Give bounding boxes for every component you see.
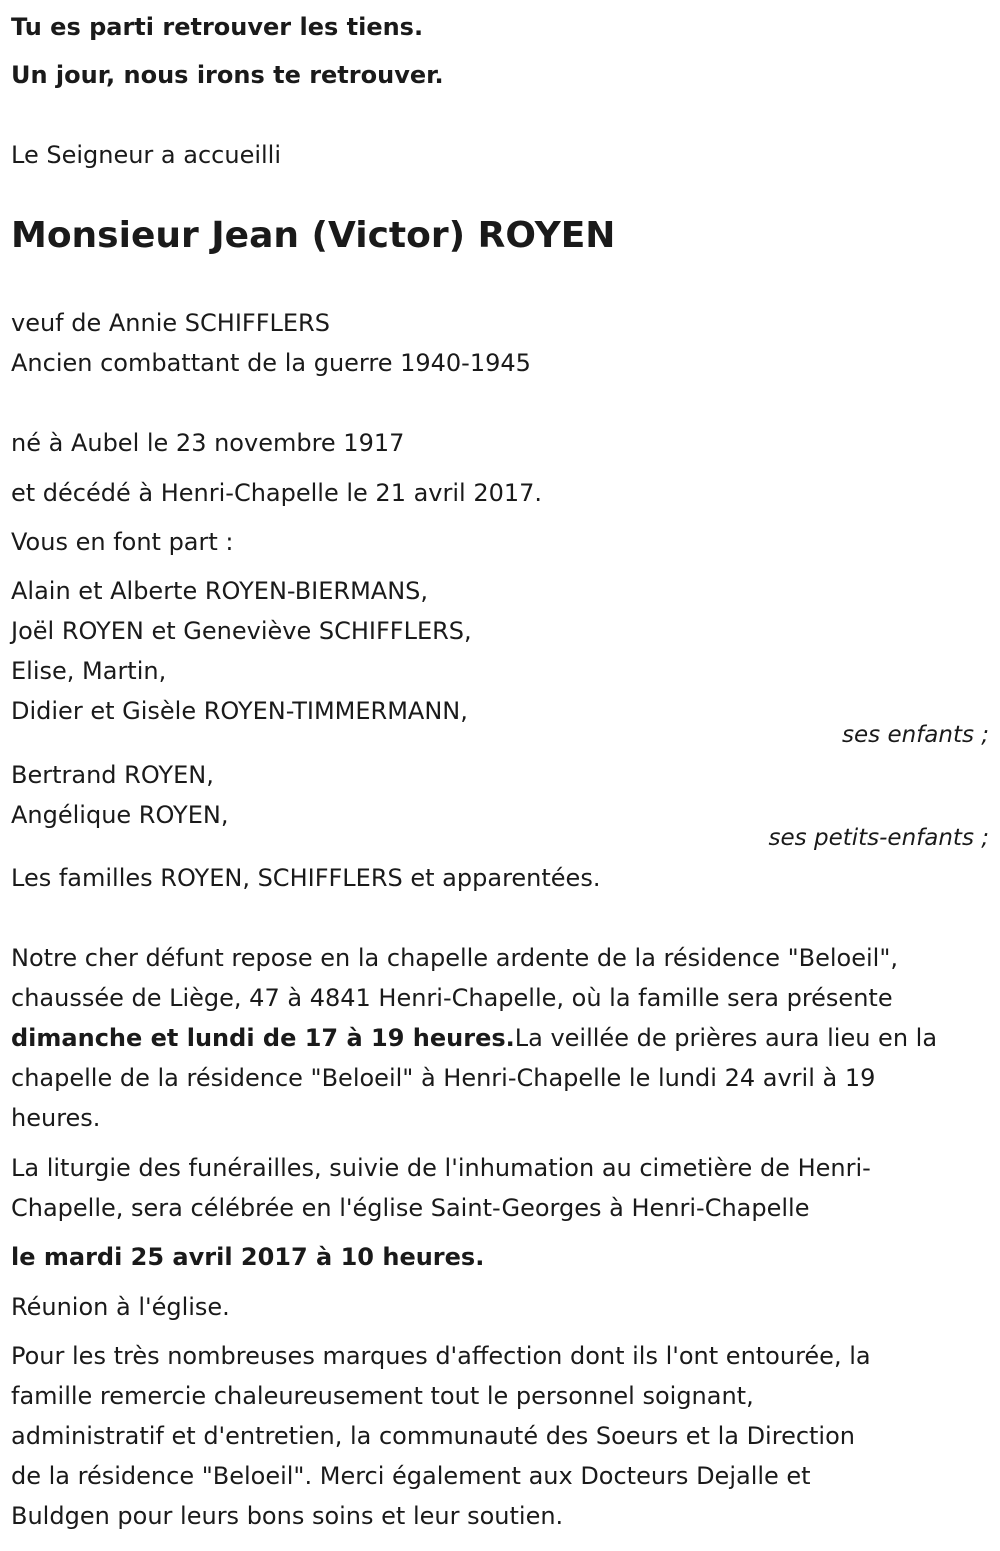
thanks-line: famille remercie chaleureusement tout le personnel soignant, <box>11 1382 754 1410</box>
thanks-line: de la résidence "Beloeil". Merci également aux Docteurs Dejalle et <box>11 1462 811 1490</box>
deceased-name: Monsieur Jean (Victor) ROYEN <box>11 215 616 256</box>
vigil-text: La veillée de prières aura lieu en la <box>514 1024 938 1052</box>
child-entry: Alain et Alberte ROYEN-BIERMANS, <box>11 577 429 605</box>
repose-line-4: chapelle de la résidence "Beloeil" à Henri-Chapelle le lundi 24 avril à 19 <box>11 1064 876 1092</box>
visiting-hours: dimanche et lundi de 17 à 19 heures. <box>11 1024 515 1052</box>
death-line: et décédé à Henri-Chapelle le 21 avril 2017. <box>11 479 543 507</box>
announce-intro: Vous en font part : <box>11 528 234 556</box>
families-line: Les familles ROYEN, SCHIFFLERS et apparentées. <box>11 864 601 892</box>
repose-line-1: Notre cher défunt repose en la chapelle ardente de la résidence "Beloeil", <box>11 944 899 972</box>
veteran-line: Ancien combattant de la guerre 1940-1945 <box>11 349 531 377</box>
widower-line: veuf de Annie SCHIFFLERS <box>11 309 330 337</box>
epitaph-line-2: Un jour, nous irons te retrouver. <box>11 61 444 89</box>
thanks-line: administratif et d'entretien, la communauté des Soeurs et la Direction <box>11 1422 855 1450</box>
thanks-line: Buldgen pour leurs bons soins et leur soutien. <box>11 1502 564 1530</box>
liturgy-line-1: La liturgie des funérailles, suivie de l'inhumation au cimetière de Henri- <box>11 1154 871 1182</box>
epitaph-line-1: Tu es parti retrouver les tiens. <box>11 13 424 41</box>
grandchild-entry: Bertrand ROYEN, <box>11 761 214 789</box>
child-entry: Joël ROYEN et Geneviève SCHIFFLERS, <box>11 617 472 645</box>
repose-line-5: heures. <box>11 1104 101 1132</box>
child-entry: Elise, Martin, <box>11 657 167 685</box>
intro-text: Le Seigneur a accueilli <box>11 141 282 169</box>
liturgy-line-2: Chapelle, sera célébrée en l'église Saint-Georges à Henri-Chapelle <box>11 1194 810 1222</box>
repose-line-2: chaussée de Liège, 47 à 4841 Henri-Chapelle, où la famille sera présente <box>11 984 893 1012</box>
thanks-line: Pour les très nombreuses marques d'affection dont ils l'ont entourée, la <box>11 1342 871 1370</box>
child-entry: Didier et Gisèle ROYEN-TIMMERMANN, <box>11 697 468 725</box>
grandchildren-label: ses petits-enfants ; <box>768 825 989 851</box>
grandchild-entry: Angélique ROYEN, <box>11 801 229 829</box>
funeral-date: le mardi 25 avril 2017 à 10 heures. <box>11 1243 485 1271</box>
children-label: ses enfants ; <box>842 722 989 748</box>
meeting-line: Réunion à l'église. <box>11 1293 230 1321</box>
birth-line: né à Aubel le 23 novembre 1917 <box>11 429 405 457</box>
repose-line-3 <box>11 1023 937 1053</box>
